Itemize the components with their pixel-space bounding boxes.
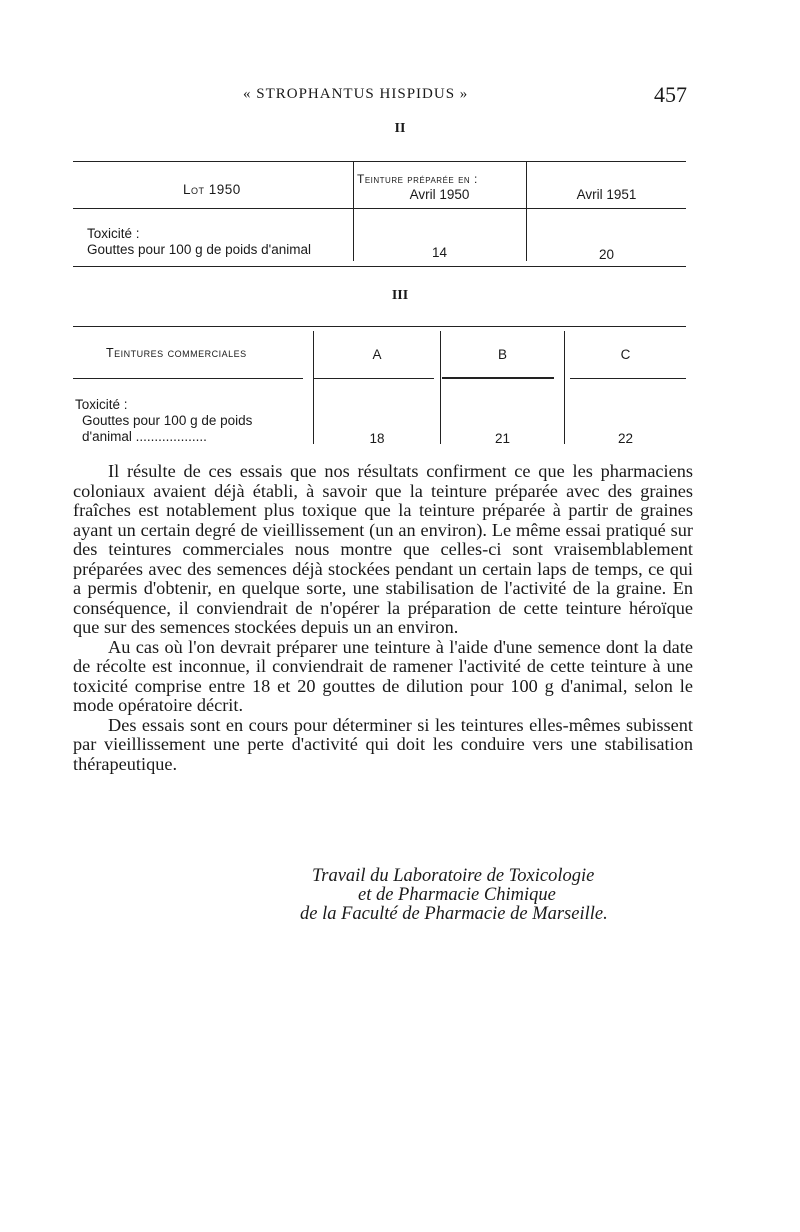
table-iii-value-b: 21 (494, 431, 511, 446)
table-iii-label: III (391, 288, 409, 303)
table-ii-col1-header: Avril 1950 (409, 187, 470, 202)
table-iii-row-label-1: Toxicité : (75, 397, 128, 412)
table-iii-row-label-3: d'animal ................... (82, 429, 207, 444)
table-iii-header-rule-d (570, 378, 686, 379)
table-iii-top-rule (73, 326, 686, 327)
table-ii-bottom-rule (73, 266, 686, 267)
table-ii-row-label-2: Gouttes pour 100 g de poids d'animal (87, 242, 311, 257)
table-ii-group-header: Teinture préparée en : (357, 172, 478, 186)
table-ii-value-2: 20 (598, 247, 615, 262)
table-iii-row-label-2: Gouttes pour 100 g de poids (82, 413, 253, 428)
table-iii-header-rule-a (73, 378, 303, 379)
table-ii-lot-header: Lot 1950 (183, 182, 241, 197)
table-iii-header-rule-c (442, 377, 554, 379)
table-iii-col-b: B (497, 347, 507, 362)
page-number: 457 (654, 82, 687, 107)
signature-line-3: de la Faculté de Pharmacie de Marseille. (300, 904, 608, 924)
table-ii-label: II (394, 121, 406, 136)
table-ii-col2-header: Avril 1951 (576, 187, 637, 202)
paragraph-3: Des essais sont en cours pour déterminer si les teintures elles-mêmes subissent par vieillissement une perte d'activité qui doit les conduire vers une stabilisation thérapeutique. (73, 714, 693, 774)
paragraph-1: Il résulte de ces essais que nos résultats confirment ce que les pharmaciens coloniaux avaient déjà établi, à savoir que la teinture préparée avec des graines fraîches est notablement plus toxique que la teinture préparée à partir de graines ayant un certain degré de vieillissement (un an environ). Le même essai pratiqué sur des teintures commerciales nous montre que celles-ci sont vraisemblablement préparées avec des semences déjà stockées pendant un certain laps de temps, ce qui a permis d'obtenir, en quelque sorte, une stabilisation de l'activité de la graine. En conséquence, il conviendrait de n'opérer la préparation de cette teinture héroïque que sur des semences stockées depuis un an environ. (73, 461, 693, 637)
running-title: « STROPHANTUS HISPIDUS » (243, 86, 469, 102)
body-text (73, 462, 693, 774)
table-ii-value-1: 14 (431, 245, 448, 260)
table-iii-col-c: C (620, 347, 631, 362)
table-ii-vrule-2 (526, 161, 527, 261)
table-iii-value-a: 18 (369, 431, 385, 446)
table-ii-header-rule (73, 208, 686, 209)
signature-line-2: et de Pharmacie Chimique (358, 885, 556, 905)
signature-line-1: Travail du Laboratoire de Toxicologie (312, 866, 595, 886)
table-iii-header-rule-b (314, 378, 434, 379)
paragraph-2: Au cas où l'on devrait préparer une teinture à l'aide d'une semence dont la date de récolte est inconnue, il conviendrait de ramener l'activité de cette teinture à une toxicité comprise entre 18 et 20 gouttes de dilution pour 100 g d'animal, selon le mode opératoire décrit. (73, 636, 693, 715)
table-iii-title: Teintures commerciales (106, 346, 247, 360)
running-header (0, 82, 800, 108)
table-iii-col-a: A (372, 347, 382, 362)
table-ii-top-rule (73, 161, 686, 162)
table-iii-value-c: 22 (617, 431, 634, 446)
table-ii-row-label-1: Toxicité : (87, 226, 140, 241)
